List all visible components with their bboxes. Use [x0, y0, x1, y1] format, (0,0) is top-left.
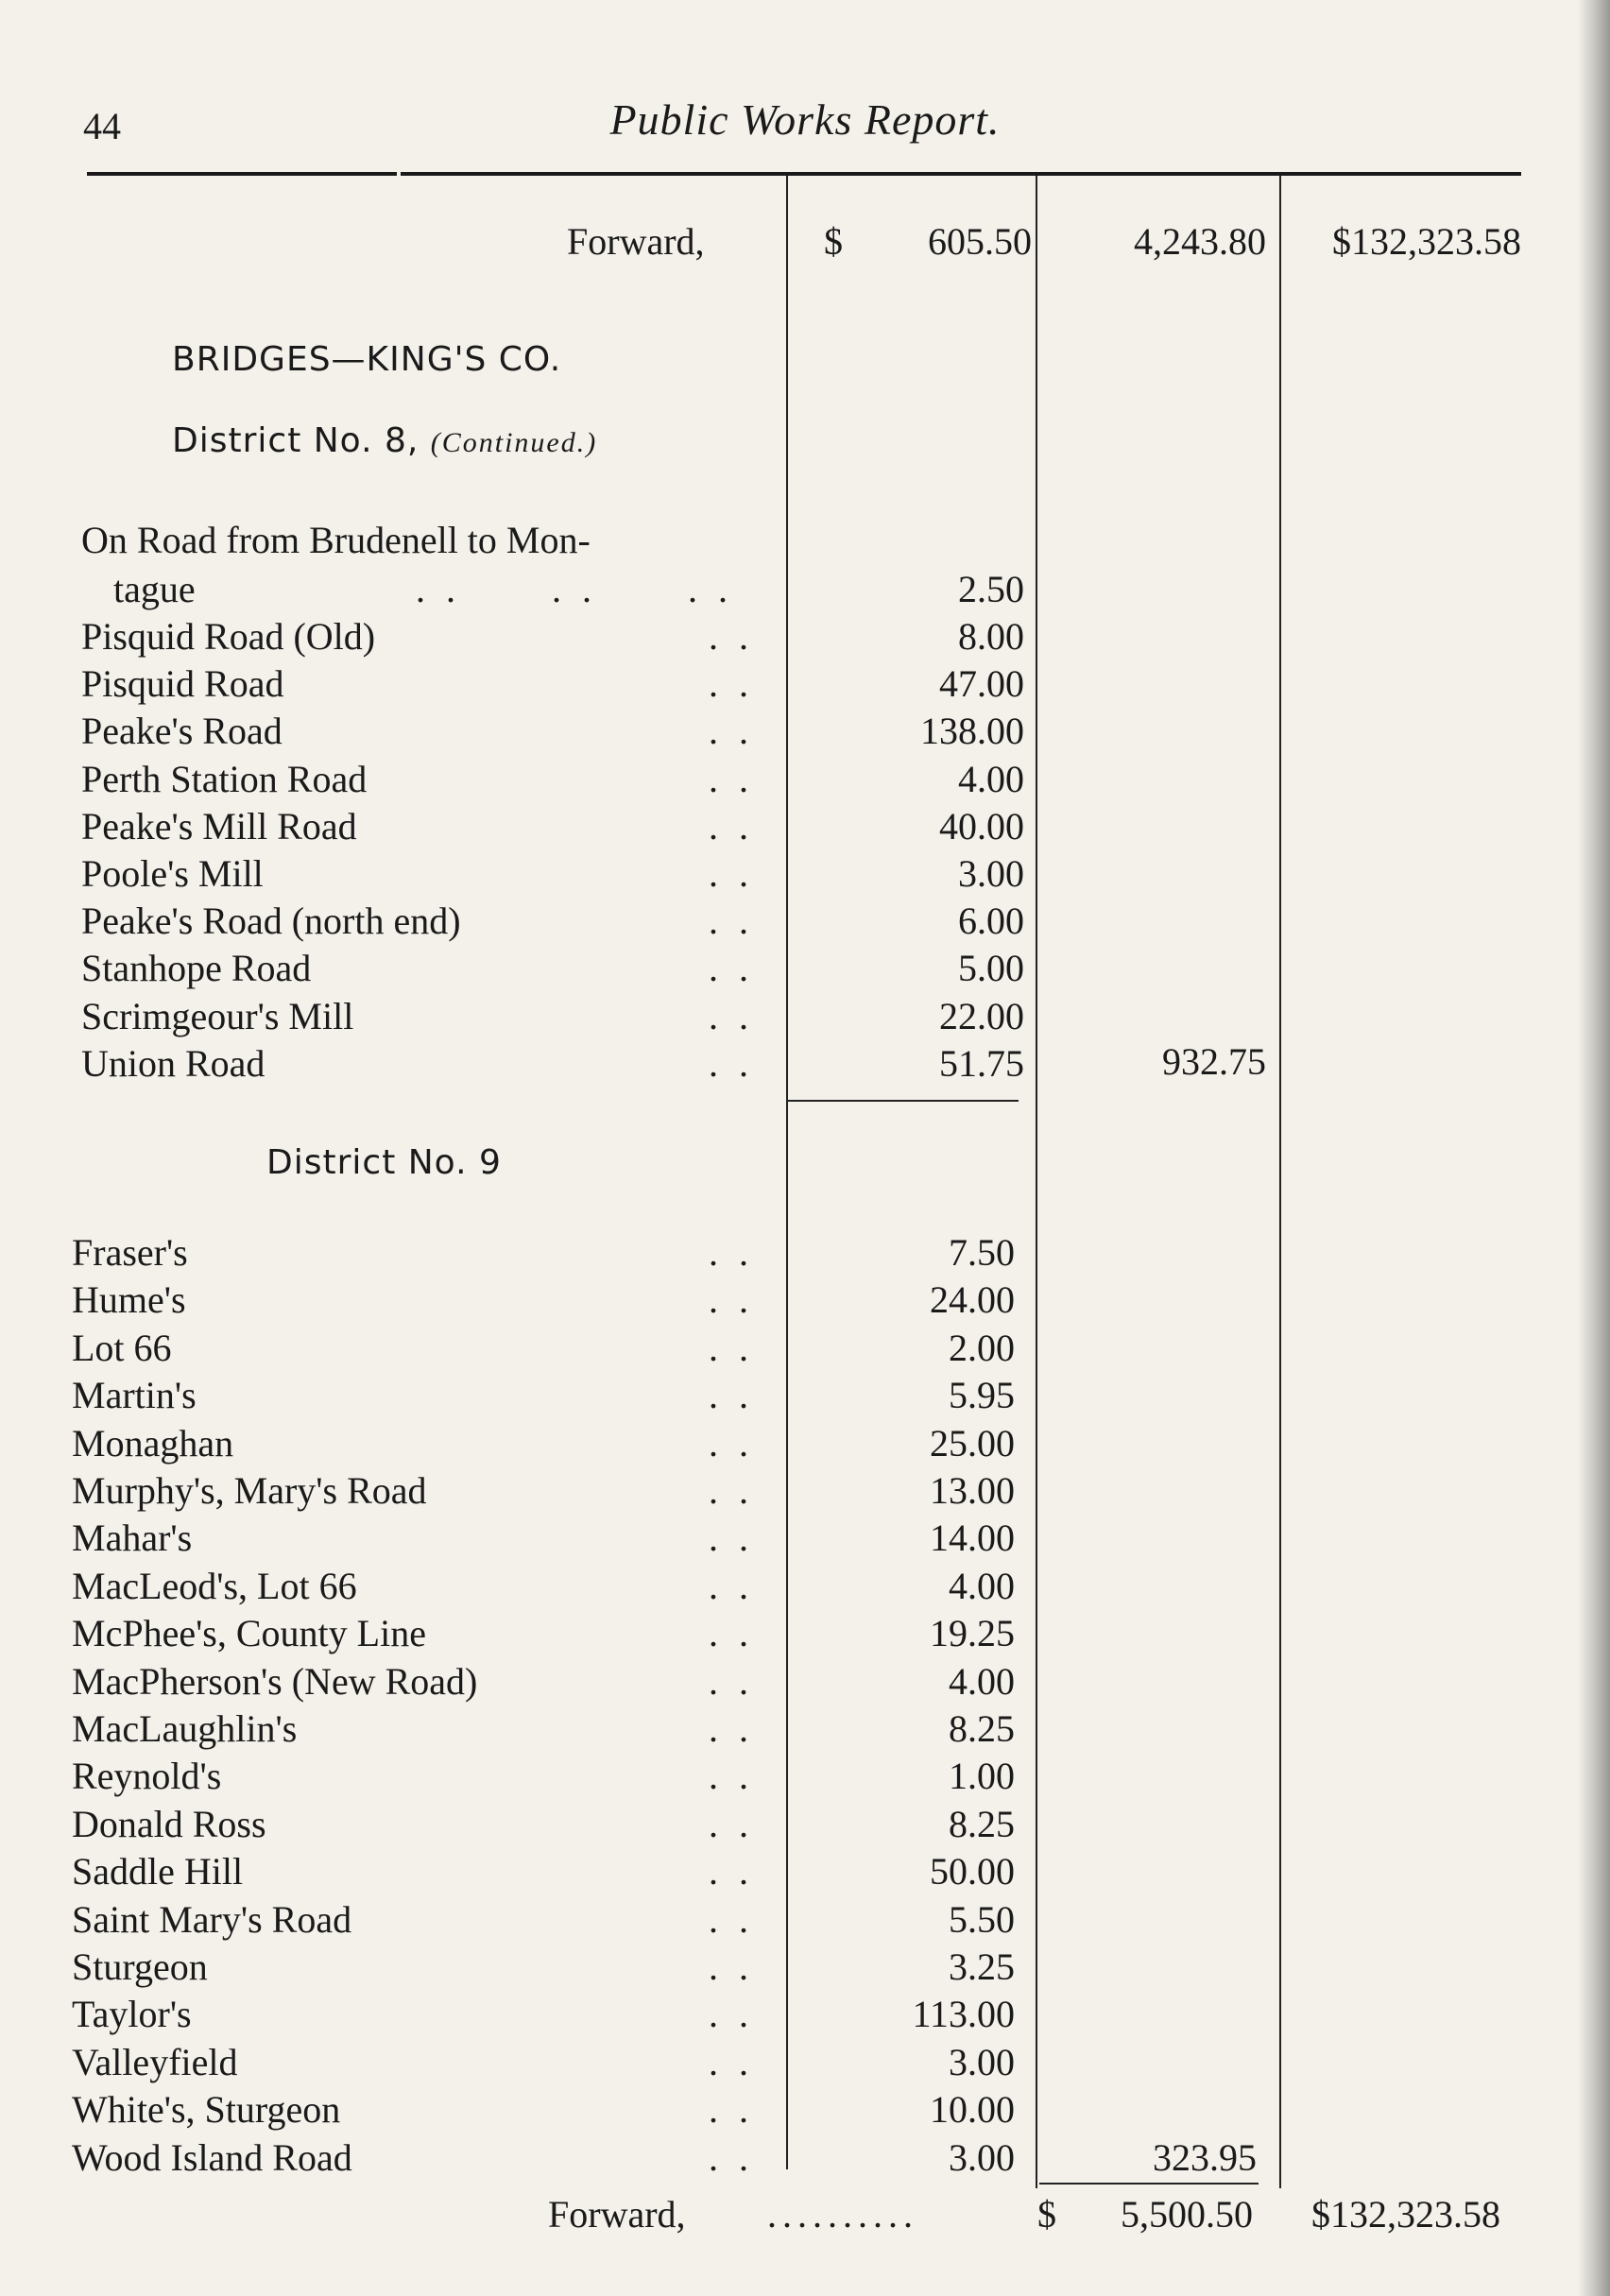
item-value: 6.00: [958, 900, 1024, 943]
item-value: 3.00: [958, 852, 1024, 895]
item-value: 5.00: [958, 947, 1024, 990]
leader-dots: . .: [709, 1612, 754, 1655]
item-label: White's, Sturgeon: [72, 2088, 341, 2132]
scan-edge-shadow: [1578, 0, 1610, 2296]
item-label: Union Road: [81, 1041, 265, 1085]
item-label: Peake's Road: [81, 710, 283, 753]
item-value: 3.00: [949, 2135, 1015, 2179]
leader-dots: . .: [709, 710, 754, 753]
item-value: 1.00: [949, 1755, 1015, 1798]
leader-dots: . .: [709, 1897, 754, 1941]
leader-dots: . .: [709, 1041, 754, 1085]
forward-bottom-dollar: $: [1037, 2193, 1056, 2236]
leader-dots: . .: [709, 2135, 754, 2179]
item-value: 7.50: [949, 1231, 1015, 1274]
district-8-first-item-line1: On Road from Brudenell to Mon-: [81, 519, 591, 561]
leader-dots: . .: [709, 1707, 754, 1750]
item-value: 40.00: [939, 804, 1024, 848]
item-value: 3.25: [949, 1945, 1015, 1988]
leader-dots: . .: [709, 1993, 754, 2036]
leader-dots: . .: [709, 1945, 754, 1988]
leader-dots: . .: [709, 1326, 754, 1369]
item-value: 4.00: [958, 757, 1024, 800]
leader-dots: . .: [709, 662, 754, 706]
leader-dots: . .: [709, 1516, 754, 1560]
leader-dots: . .: [709, 615, 754, 658]
forward-bottom-leader-dots: ..........: [767, 2193, 918, 2236]
district-8-first-item-value: 2.50: [958, 568, 1024, 610]
leader-dots: . .: [709, 1374, 754, 1417]
item-label: Peake's Mill Road: [81, 804, 357, 848]
item-value: 8.25: [949, 1802, 1015, 1845]
item-label: Stanhope Road: [81, 947, 312, 990]
item-value: 51.75: [939, 1041, 1024, 1085]
item-label: MacPherson's (New Road): [72, 1659, 478, 1703]
item-label: Taylor's: [72, 1993, 192, 2036]
item-value: 8.00: [958, 615, 1024, 658]
item-value: 138.00: [920, 710, 1024, 753]
item-label: Donald Ross: [72, 1802, 266, 1845]
header-rule-right: [401, 172, 1521, 176]
item-label: MacLeod's, Lot 66: [72, 1564, 357, 1607]
leader-dots: . .: [709, 1231, 754, 1274]
leader-dots: . .: [709, 2088, 754, 2132]
item-label: Reynold's: [72, 1755, 222, 1798]
item-value: 3.00: [949, 2040, 1015, 2083]
leader-dots: . .: [709, 947, 754, 990]
item-value: 22.00: [939, 994, 1024, 1037]
item-value: 13.00: [930, 1469, 1015, 1512]
forward-top-col1: 605.50: [928, 220, 1032, 263]
district-8-subtotal-rule: [786, 1100, 1019, 1102]
leader-dots: . .: [709, 804, 754, 848]
item-value: 50.00: [930, 1850, 1015, 1893]
column-rule-2: [1036, 176, 1037, 2188]
forward-top-col2: 4,243.80: [1134, 220, 1266, 263]
item-label: Monaghan: [72, 1421, 234, 1465]
leader-dots: . .: [709, 1469, 754, 1512]
item-label: Saddle Hill: [72, 1850, 244, 1893]
section-heading: BRIDGES—KING'S CO.: [172, 340, 562, 379]
item-label: Saint Mary's Road: [72, 1897, 352, 1941]
item-label: Sturgeon: [72, 1945, 208, 1988]
item-label: Poole's Mill: [81, 852, 264, 895]
item-value: 25.00: [930, 1421, 1015, 1465]
item-value: 24.00: [930, 1278, 1015, 1322]
forward-top-dollar: $: [824, 220, 843, 263]
forward-top-col3: $132,323.58: [1332, 220, 1521, 263]
leader-dots: . .: [709, 994, 754, 1037]
item-value: 14.00: [930, 1516, 1015, 1560]
item-label: Scrimgeour's Mill: [81, 994, 354, 1037]
leader-dots: . .: [709, 852, 754, 895]
item-label: Martin's: [72, 1374, 197, 1417]
leader-dots: . .: [709, 1802, 754, 1845]
leader-dots: . . . . . .: [416, 568, 733, 610]
item-value: 4.00: [949, 1659, 1015, 1703]
column-rule-1: [786, 176, 788, 2169]
district-9-total: 323.95: [1153, 2136, 1257, 2179]
item-value: 47.00: [939, 662, 1024, 706]
item-label: Mahar's: [72, 1516, 193, 1560]
item-label: Perth Station Road: [81, 757, 368, 800]
item-value: 8.25: [949, 1707, 1015, 1750]
leader-dots: . .: [709, 1278, 754, 1322]
district-9-subtotal-rule: [1039, 2183, 1259, 2185]
item-label: Peake's Road (north end): [81, 900, 461, 943]
item-value: 19.25: [930, 1612, 1015, 1655]
district-8-title: District No. 8,: [172, 421, 420, 460]
district-9-heading: District No. 9: [266, 1143, 502, 1182]
district-8-first-item-line2: tague: [113, 568, 196, 610]
item-label: Pisquid Road: [81, 662, 284, 706]
forward-bottom-col3: $132,323.58: [1311, 2193, 1500, 2236]
item-value: 5.50: [949, 1897, 1015, 1941]
forward-bottom-col2: 5,500.50: [1121, 2193, 1253, 2236]
leader-dots: . .: [709, 1421, 754, 1465]
item-label: Valleyfield: [72, 2040, 238, 2083]
page-number: 44: [83, 105, 121, 147]
running-title: Public Works Report.: [609, 95, 1001, 144]
leader-dots: . .: [709, 1850, 754, 1893]
item-value: 4.00: [949, 1564, 1015, 1607]
leader-dots: . .: [709, 1659, 754, 1703]
district-8-total: 932.75: [1162, 1040, 1266, 1083]
item-label: Fraser's: [72, 1231, 188, 1274]
item-label: Lot 66: [72, 1326, 172, 1369]
forward-top-label: Forward,: [567, 220, 705, 263]
item-value: 2.00: [949, 1326, 1015, 1369]
leader-dots: . .: [709, 900, 754, 943]
leader-dots: . .: [709, 2040, 754, 2083]
leader-dots: . .: [709, 1564, 754, 1607]
item-label: McPhee's, County Line: [72, 1612, 426, 1655]
item-value: 5.95: [949, 1374, 1015, 1417]
column-rule-3: [1279, 176, 1281, 2188]
district-8-heading: [172, 421, 597, 460]
district-8-continued: (Continued.): [430, 427, 598, 458]
leader-dots: . .: [709, 1755, 754, 1798]
item-label: Murphy's, Mary's Road: [72, 1469, 427, 1512]
forward-bottom-label: Forward,: [548, 2193, 686, 2236]
item-value: 10.00: [930, 2088, 1015, 2132]
item-label: MacLaughlin's: [72, 1707, 298, 1750]
item-value: 113.00: [912, 1993, 1015, 2036]
item-label: Pisquid Road (Old): [81, 615, 376, 658]
item-label: Hume's: [72, 1278, 186, 1322]
item-label: Wood Island Road: [72, 2135, 352, 2179]
leader-dots: . .: [709, 757, 754, 800]
header-rule-left: [87, 172, 397, 176]
